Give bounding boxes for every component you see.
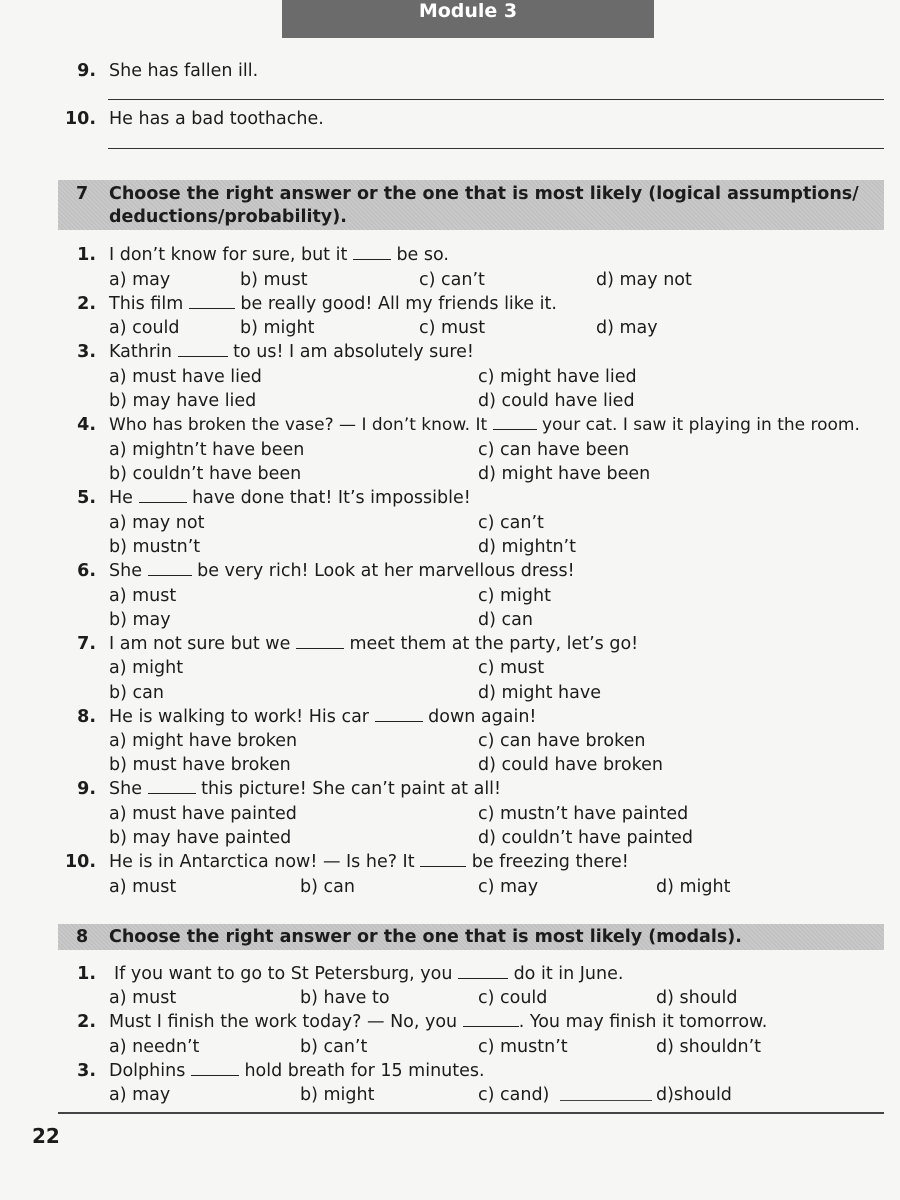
option-a[interactable]: a) must [109,586,177,606]
answer-blank[interactable] [458,964,508,979]
option-b[interactable]: b) may have painted [109,828,292,848]
option-c[interactable]: c) must [478,658,545,678]
option-c[interactable]: c) can’t [419,270,485,290]
option-c[interactable]: c) cand) [478,1085,550,1105]
question-text: Dolphins hold breath for 15 minutes. [109,1061,485,1081]
option-d[interactable]: d) might [656,877,731,897]
question-number: 9. [77,779,96,799]
question-text: This film be really good! All my friends like it. [109,294,557,314]
option-d[interactable]: d) should [656,988,738,1008]
question-number: 3. [77,1061,96,1081]
question-text: If you want to go to St Petersburg, you do it in June. [114,964,624,984]
option-b[interactable]: b) may have lied [109,391,257,411]
option-a[interactable]: a) must [109,877,177,897]
option-d[interactable]: d) may [596,318,658,338]
question-number: 7. [77,634,96,654]
exercise-number: 8 [76,927,89,947]
option-c[interactable]: c) can’t [478,513,544,533]
question-number: 6. [77,561,96,581]
exercise-title: Choose the right answer or the one that is most likely (modals). [109,927,742,947]
answer-blank[interactable] [420,852,466,867]
option-a[interactable]: a) may not [109,513,205,533]
option-d[interactable]: d) could have lied [478,391,635,411]
answer-blank[interactable] [139,488,187,503]
option-a[interactable]: a) must have lied [109,367,262,387]
item-number: 9. [77,61,96,81]
option-d[interactable]: d) could have broken [478,755,663,775]
option-b[interactable]: b) can [300,877,355,897]
answer-blank[interactable] [375,707,423,722]
option-b[interactable]: b) must have broken [109,755,291,775]
exercise-title-line2: deductions/probability). [109,207,347,227]
module-title: Module 3 [282,0,654,38]
answer-blank[interactable] [296,634,344,649]
question-number: 3. [77,342,96,362]
answer-blank[interactable] [178,342,228,357]
option-c[interactable]: c) can have been [478,440,630,460]
item-number: 10. [64,109,96,129]
question-text: I don’t know for sure, but it be so. [109,245,449,265]
answer-line[interactable] [108,148,884,149]
option-b[interactable]: b) might [240,318,315,338]
answer-blank[interactable] [191,1061,239,1076]
option-a[interactable]: a) must [109,988,177,1008]
question-text: Kathrin to us! I am absolutely sure! [109,342,474,362]
option-d[interactable]: d) might have been [478,464,651,484]
question-text: She be very rich! Look at her marvellous dress! [109,561,575,581]
option-a[interactable]: a) might [109,658,184,678]
answer-blank[interactable] [148,779,196,794]
question-number: 2. [77,294,96,314]
option-d[interactable]: d) shouldn’t [656,1037,761,1057]
option-b[interactable]: b) may [109,610,171,630]
question-text: Must I finish the work today? — No, you . You may finish it tomorrow. [109,1012,768,1032]
option-d[interactable]: d) can [478,610,533,630]
answer-blank[interactable] [493,415,537,430]
option-b[interactable]: b) can [109,683,164,703]
option-a[interactable]: a) may [109,270,171,290]
option-a[interactable]: a) may [109,1085,171,1105]
option-d[interactable]: d) may not [596,270,692,290]
option-a[interactable]: a) must have painted [109,804,297,824]
option-b[interactable]: b) can’t [300,1037,368,1057]
option-a[interactable]: a) mightn’t have been [109,440,305,460]
question-text: He have done that! It’s impossible! [109,488,471,508]
question-number: 10. [64,852,96,872]
option-c[interactable]: c) can have broken [478,731,646,751]
option-c[interactable]: c) mustn’t [478,1037,568,1057]
question-number: 4. [77,415,96,435]
answer-blank[interactable] [463,1012,519,1027]
option-c[interactable]: c) could [478,988,548,1008]
option-d[interactable]: d) might have [478,683,601,703]
answer-blank[interactable] [353,245,391,260]
question-number: 2. [77,1012,96,1032]
option-c[interactable]: c) might [478,586,551,606]
option-d[interactable]: d) couldn’t have painted [478,828,693,848]
question-text: Who has broken the vase? — I don’t know. It your cat. I saw it playing in the room. [109,415,860,435]
question-number: 8. [77,707,96,727]
answer-line[interactable] [108,99,884,100]
question-number: 1. [77,245,96,265]
question-text: She this picture! She can’t paint at all! [109,779,502,799]
option-c[interactable]: c) must [419,318,486,338]
page-number: 22 [32,1124,60,1148]
option-b[interactable]: b) must [240,270,308,290]
exercise-number: 7 [76,184,89,204]
option-a[interactable]: a) could [109,318,180,338]
option-b[interactable]: b) mustn’t [109,537,201,557]
option-a[interactable]: a) might have broken [109,731,298,751]
option-c[interactable]: c) might have lied [478,367,637,387]
option-d[interactable]: d)should [656,1085,732,1105]
option-a[interactable]: a) needn’t [109,1037,200,1057]
item-text: She has fallen ill. [109,61,259,81]
question-text: I am not sure but we meet them at the party, let’s go! [109,634,639,654]
answer-blank[interactable] [560,1100,652,1101]
question-number: 1. [77,964,96,984]
footer-divider [58,1112,884,1114]
answer-blank[interactable] [148,561,192,576]
option-b[interactable]: b) couldn’t have been [109,464,302,484]
option-b[interactable]: b) have to [300,988,390,1008]
exercise-title-line1: Choose the right answer or the one that is most likely (logical assumptions/ [109,184,859,204]
question-number: 5. [77,488,96,508]
question-text: He is in Antarctica now! — Is he? It be freezing there! [109,852,629,872]
item-text: He has a bad toothache. [109,109,324,129]
option-d[interactable]: d) mightn’t [478,537,576,557]
option-c[interactable]: c) mustn’t have painted [478,804,689,824]
answer-blank[interactable] [189,294,235,309]
option-c[interactable]: c) may [478,877,539,897]
option-b[interactable]: b) might [300,1085,375,1105]
question-text: He is walking to work! His car down again! [109,707,537,727]
